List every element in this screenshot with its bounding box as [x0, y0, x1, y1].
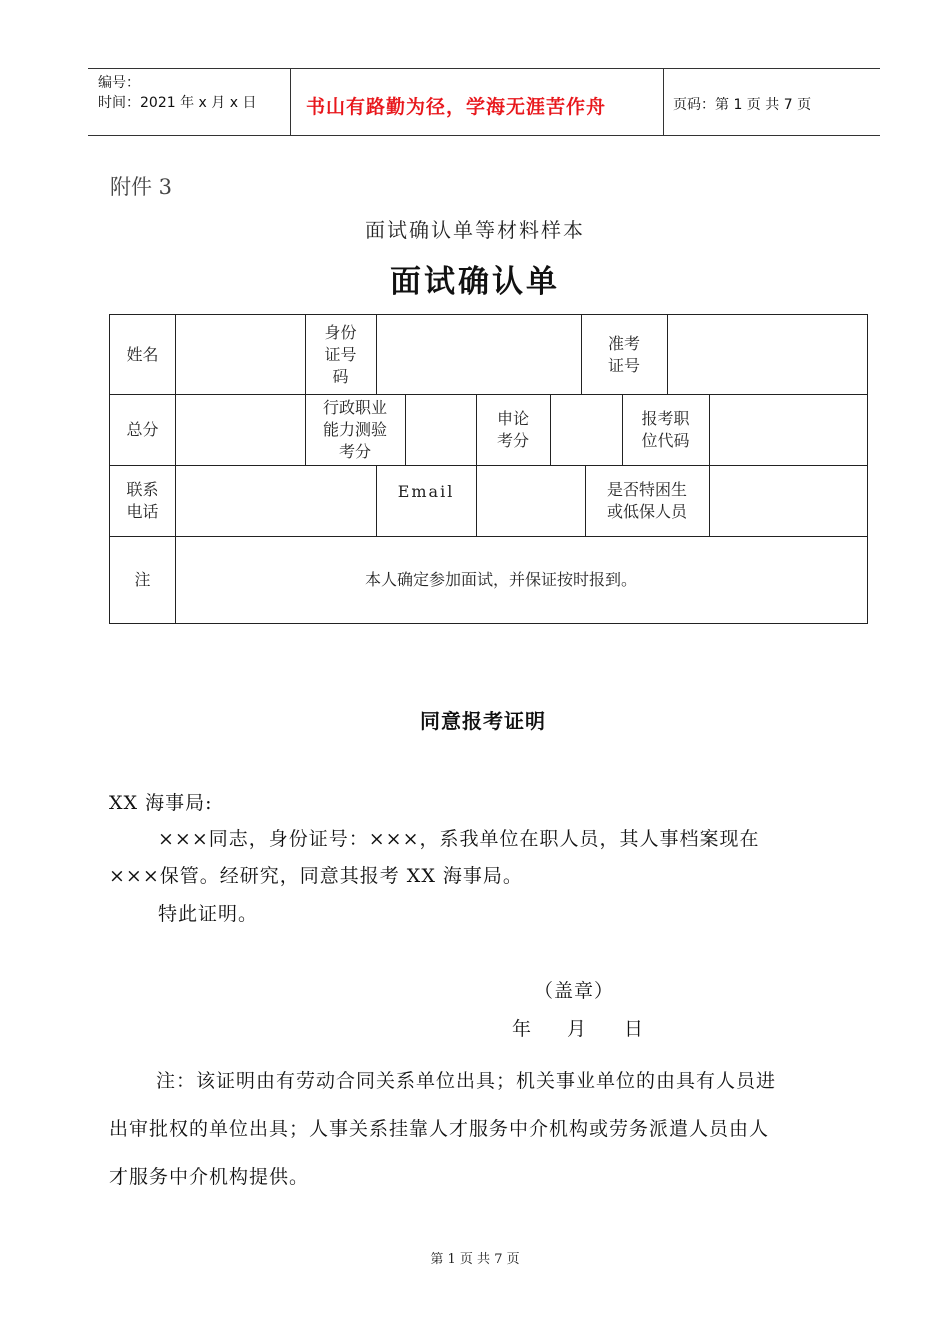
name-label-text: 姓名 [126, 344, 159, 364]
total-score-value-field[interactable] [175, 394, 305, 465]
certificate-body-line: ×××保管。经研究，同意其报考 XX 海事局。 [109, 865, 523, 887]
poverty-status-label [585, 465, 709, 536]
position-code-label-line: 报考职 [641, 408, 690, 428]
essay-score-label [476, 394, 550, 465]
interview-confirmation-table [109, 314, 868, 624]
essay-score-label-line: 考分 [496, 430, 529, 450]
phone-label-line: 联系 [126, 479, 159, 499]
date-year-label: 年 [512, 1018, 533, 1040]
name-value-field[interactable] [175, 315, 305, 394]
position-code-value-field[interactable] [709, 394, 867, 465]
certificate-body-line: ×××同志，身份证号：×××，系我单位在职人员，其人事档案现在 [158, 828, 760, 850]
phone-value-field[interactable] [175, 465, 376, 536]
essay-score-label-line: 申论 [496, 408, 529, 428]
header-bottom-rule [88, 135, 880, 136]
certificate-note-line: 才服务中介机构提供。 [109, 1166, 310, 1188]
id-number-value-field[interactable] [376, 315, 581, 394]
poverty-status-label-line: 或低保人员 [606, 501, 687, 521]
phone-label [110, 465, 175, 536]
header-motto: 书山有路勤为径，学海无涯苦作舟 [306, 96, 607, 118]
certificate-title: 同意报考证明 [420, 709, 546, 733]
header-top-rule [88, 68, 880, 69]
document-subtitle: 面试确认单等材料样本 [365, 218, 585, 242]
serial-label: 编号： [98, 75, 140, 91]
poverty-status-label-line: 是否特困生 [606, 479, 687, 499]
id-number-label [305, 315, 376, 394]
date-month-label: 月 [567, 1018, 588, 1040]
header-divider-right [663, 68, 664, 136]
essay-score-value-field[interactable] [550, 394, 622, 465]
annex-label: 附件 3 [110, 175, 173, 199]
footer-page-number: 第 1 页 共 7 页 [430, 1252, 520, 1267]
date-day-label: 日 [624, 1018, 645, 1040]
aptitude-test-score-value-field[interactable] [405, 394, 476, 465]
ticket-number-label [581, 315, 667, 394]
certificate-closing: 特此证明。 [158, 903, 259, 925]
position-code-label-line: 位代码 [641, 430, 690, 450]
note-label-text: 注 [134, 569, 151, 589]
total-score-label [110, 394, 175, 465]
ticket-number-label-line: 准考 [607, 333, 640, 353]
email-label [376, 465, 476, 536]
page-number-label: 页码：第 1 页 共 7 页 [673, 97, 812, 113]
aptitude-test-label-line: 能力测验 [322, 419, 387, 439]
email-value-field[interactable] [476, 465, 585, 536]
seal-placeholder: （盖章） [534, 980, 615, 1002]
position-code-label [622, 394, 709, 465]
certificate-note-line: 出审批权的单位出具；人事关系挂靠人才服务中介机构或劳务派遣人员由人 [109, 1118, 770, 1140]
note-label [110, 536, 175, 623]
phone-label-line: 电话 [126, 501, 159, 521]
email-label-text: Email [397, 481, 455, 501]
note-statement-text: 本人确定参加面试，并保证按时报到。 [364, 569, 637, 589]
total-score-label-text: 总分 [126, 419, 159, 439]
id-number-label-line: 码 [332, 366, 349, 386]
document-title: 面试确认单 [390, 264, 560, 300]
ticket-number-value-field[interactable] [667, 315, 867, 394]
time-label: 时间：2021 年 x 月 x 日 [98, 95, 257, 111]
header-divider-left [290, 68, 291, 136]
ticket-number-label-line: 证号 [607, 355, 640, 375]
note-statement [175, 536, 867, 623]
name-label [110, 315, 175, 394]
aptitude-test-score-label [305, 394, 405, 465]
aptitude-test-label-line: 考分 [338, 441, 371, 461]
poverty-status-value-field[interactable] [709, 465, 867, 536]
certificate-addressee: XX 海事局: [109, 792, 213, 814]
id-number-label-line: 证号 [324, 344, 357, 364]
aptitude-test-label-line: 行政职业 [322, 397, 387, 417]
certificate-note-line: 注：该证明由有劳动合同关系单位出具；机关事业单位的由具有人员进 [156, 1070, 777, 1092]
id-number-label-line: 身份 [324, 322, 357, 342]
